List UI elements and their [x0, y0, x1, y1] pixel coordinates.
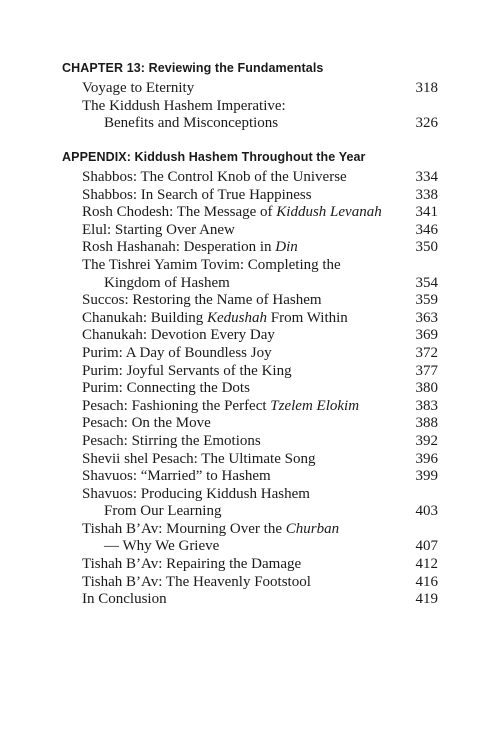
- toc-entry[interactable]: [82, 204, 438, 222]
- entry-title-line: Shevii shel Pesach: The Ultimate Song: [82, 450, 316, 467]
- toc-entry[interactable]: [82, 486, 438, 521]
- entry-title-line: The Kiddush Hashem Imperative:: [82, 97, 286, 114]
- toc-entry[interactable]: [82, 187, 438, 205]
- page-number: 396: [415, 450, 438, 467]
- italic-term: Din: [275, 239, 298, 256]
- entry-title-line: Chanukah: Building Kedushah From Within: [82, 309, 348, 326]
- page-number: 354: [415, 274, 438, 291]
- entry-title-line: Shabbos: In Search of True Happiness: [82, 186, 312, 203]
- entry-title-line: Pesach: Stirring the Emotions: [82, 432, 261, 449]
- entry-title-line: Shabbos: The Control Knob of the Universe: [82, 169, 347, 185]
- entry-title-line: Purim: Connecting the Dots: [82, 380, 250, 397]
- italic-term: Churban: [285, 520, 340, 537]
- page-number: 403: [415, 503, 438, 520]
- toc-entry[interactable]: [82, 222, 438, 240]
- entry-title-line: Tishah B’Av: Repairing the Damage: [82, 556, 302, 573]
- section-heading: CHAPTER 13: Reviewing the Fundamentals: [62, 61, 324, 75]
- entry-list: [82, 169, 438, 609]
- entry-title-line: Rosh Hashanah: Desperation in Din: [82, 239, 298, 256]
- page-number: 399: [415, 468, 438, 485]
- chapter-13-section: [62, 58, 438, 133]
- italic-term: Tzelem Elokim: [270, 397, 360, 414]
- entry-title-line: Shavuos: “Married” to Hashem: [82, 468, 271, 485]
- page-number: 383: [415, 397, 438, 414]
- entry-title-line: Pesach: On the Move: [82, 415, 211, 432]
- page-number: 341: [415, 204, 438, 221]
- page-number: 334: [415, 169, 438, 185]
- page-number: 359: [415, 292, 438, 309]
- toc-entry[interactable]: [82, 80, 438, 98]
- entry-title-line: Purim: Joyful Servants of the King: [82, 362, 292, 379]
- page-number: 318: [415, 80, 438, 96]
- toc-entry[interactable]: [82, 398, 438, 416]
- entry-title-line: Tishah B’Av: Mourning Over the Churban: [82, 520, 340, 537]
- page-number: 363: [415, 309, 438, 326]
- toc-entry[interactable]: [82, 345, 438, 363]
- toc-entry[interactable]: [82, 556, 438, 574]
- italic-term: Kedushah: [207, 309, 267, 326]
- page-number: 346: [415, 221, 438, 238]
- page-number: 388: [415, 415, 438, 432]
- entry-title-line: Tishah B’Av: The Heavenly Footstool: [82, 573, 311, 590]
- page-number: 416: [415, 573, 438, 590]
- page-number: 326: [415, 115, 438, 132]
- toc-entry[interactable]: [82, 521, 438, 556]
- page-number: 392: [415, 432, 438, 449]
- entry-title-line: Shavuos: Producing Kiddush Hashem: [82, 485, 310, 502]
- entry-title-line: The Tishrei Yamim Tovim: Completing the: [82, 256, 341, 273]
- toc-entry[interactable]: [82, 574, 438, 592]
- entry-title-line: Elul: Starting Over Anew: [82, 221, 235, 238]
- toc-entry[interactable]: [82, 169, 438, 187]
- toc-entry[interactable]: [82, 363, 438, 381]
- toc-entry[interactable]: [82, 380, 438, 398]
- page-number: 372: [415, 344, 438, 361]
- toc-entry[interactable]: [82, 310, 438, 328]
- toc-entry[interactable]: [82, 591, 438, 609]
- page-number: 407: [415, 538, 438, 555]
- page-number: 419: [415, 591, 438, 608]
- page-number: 412: [415, 556, 438, 573]
- toc-entry[interactable]: [82, 239, 438, 257]
- toc-entry[interactable]: [82, 257, 438, 292]
- toc-entry[interactable]: [82, 415, 438, 433]
- toc-entry[interactable]: [82, 468, 438, 486]
- entry-title-line: Voyage to Eternity: [82, 80, 195, 96]
- entry-title-line: Benefits and Misconceptions: [104, 115, 279, 132]
- entry-list: [82, 80, 438, 133]
- toc-entry[interactable]: [82, 292, 438, 310]
- entry-title-line: Kingdom of Hashem: [104, 274, 230, 291]
- page-number: 338: [415, 186, 438, 203]
- toc-entry[interactable]: [82, 433, 438, 451]
- page-number: 380: [415, 380, 438, 397]
- entry-title-line: Pesach: Fashioning the Perfect Tzelem Elokim: [82, 397, 360, 414]
- entry-title-line: In Conclusion: [82, 591, 167, 608]
- section-heading: APPENDIX: Kiddush Hashem Throughout the Year: [62, 150, 366, 164]
- toc-entry[interactable]: [82, 327, 438, 345]
- entry-title-line: Rosh Chodesh: The Message of Kiddush Levanah: [82, 204, 382, 221]
- toc-entry[interactable]: [82, 98, 438, 133]
- entry-title-line: Chanukah: Devotion Every Day: [82, 327, 275, 344]
- entry-title-line: Succos: Restoring the Name of Hashem: [82, 292, 322, 309]
- italic-term: Kiddush Levanah: [276, 204, 382, 221]
- page-number: 350: [415, 239, 438, 256]
- entry-title-line: From Our Learning: [104, 503, 222, 520]
- entry-title-line: Purim: A Day of Boundless Joy: [82, 344, 272, 361]
- entry-title-line: — Why We Grieve: [104, 538, 220, 555]
- appendix-section: [62, 147, 438, 609]
- page-number: 369: [415, 327, 438, 344]
- page-number: 377: [415, 362, 438, 379]
- toc-entry[interactable]: [82, 451, 438, 469]
